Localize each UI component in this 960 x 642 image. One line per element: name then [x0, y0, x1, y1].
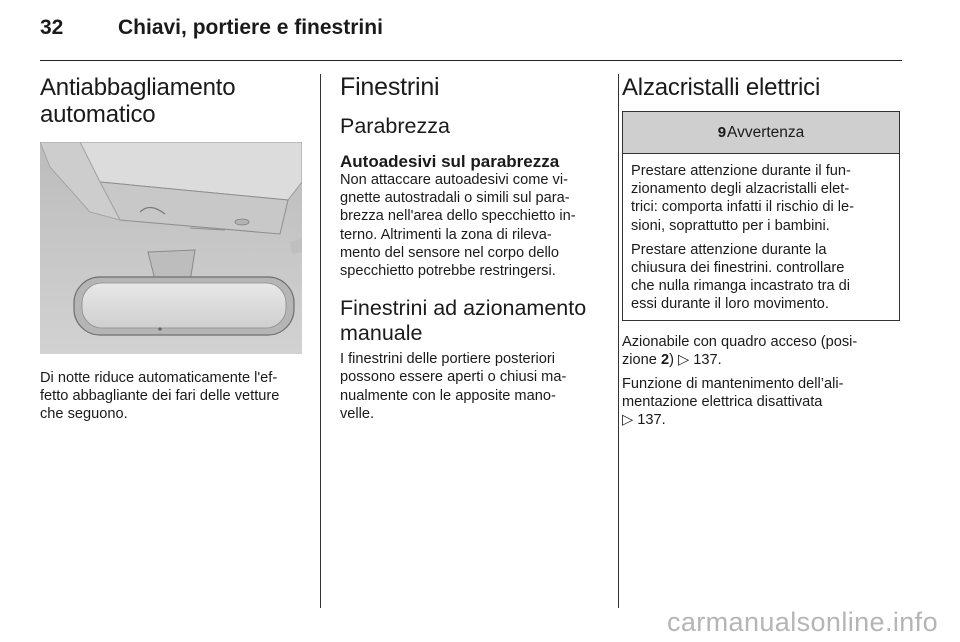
- warning-paragraph: Prestare attenzione durante la chiusura dei finestrini. controllare che nulla rimanga incastrato tra di essi durante il loro movimento.: [631, 241, 851, 313]
- ignition-paragraph: Azionabile con quadro acceso (posi- zione 2) ▷ 137.: [622, 333, 858, 368]
- warning-header: [623, 112, 899, 154]
- section-title-auto-dimming: Antiabbagliamento automatico: [40, 74, 236, 128]
- warning-label: Avvertenza: [727, 123, 805, 141]
- warning-body: [623, 154, 899, 320]
- column-divider: [320, 74, 321, 608]
- warning-box: [622, 111, 900, 321]
- column-divider: [618, 74, 619, 608]
- page-number: 32: [40, 16, 64, 39]
- column-power-windows: [622, 74, 902, 430]
- watermark: carmanualsonline.info: [666, 607, 938, 637]
- subsection-title-windscreen: Parabrezza: [340, 114, 450, 138]
- header-rule: [40, 60, 902, 61]
- warning-paragraph: Prestare attenzione durante il fun- zionamento degli alzacristalli elet- trici: comporta infatti il rischio di le- sioni, soprattutto per i bambini.: [631, 163, 855, 234]
- section-title-power-windows: Alzacristalli elettrici: [622, 74, 821, 101]
- manual-windows-paragraph: I finestrini delle portiere posteriori possono essere aperti o chiusi ma- nualmente con le apposite mano- velle.: [340, 351, 567, 422]
- column-auto-dimming: [40, 74, 306, 424]
- warning-icon: 9: [717, 124, 727, 141]
- rearview-mirror-illustration: [40, 142, 302, 354]
- stickers-paragraph: Non attaccare autoadesivi come vi- gnette autostradali o simili sul para- brezza nell'area dello specchietto in- terno. Altrimenti la zona di rileva- mento del sensore nel corpo dello specchietto potrebbe restringersi.: [340, 172, 576, 280]
- rearview-mirror-drawing: [40, 142, 302, 354]
- chapter-title: Chiavi, portiere e finestrini: [118, 16, 383, 39]
- section-title-windows: Finestrini: [340, 73, 440, 101]
- auto-dimming-description: Di notte riduce automaticamente l'ef- fetto abbagliante dei fari delle vetture che seguono.: [40, 370, 280, 423]
- retained-power-paragraph: Funzione di mantenimento dell’ali- mentazione elettrica disattivata ▷ 137.: [622, 376, 844, 429]
- subsection-title-manual-windows: Finestrini ad azionamento manuale: [340, 296, 587, 346]
- subsection-title-stickers: Autoadesivi sul parabrezza: [340, 152, 560, 171]
- column-windows: [340, 74, 605, 423]
